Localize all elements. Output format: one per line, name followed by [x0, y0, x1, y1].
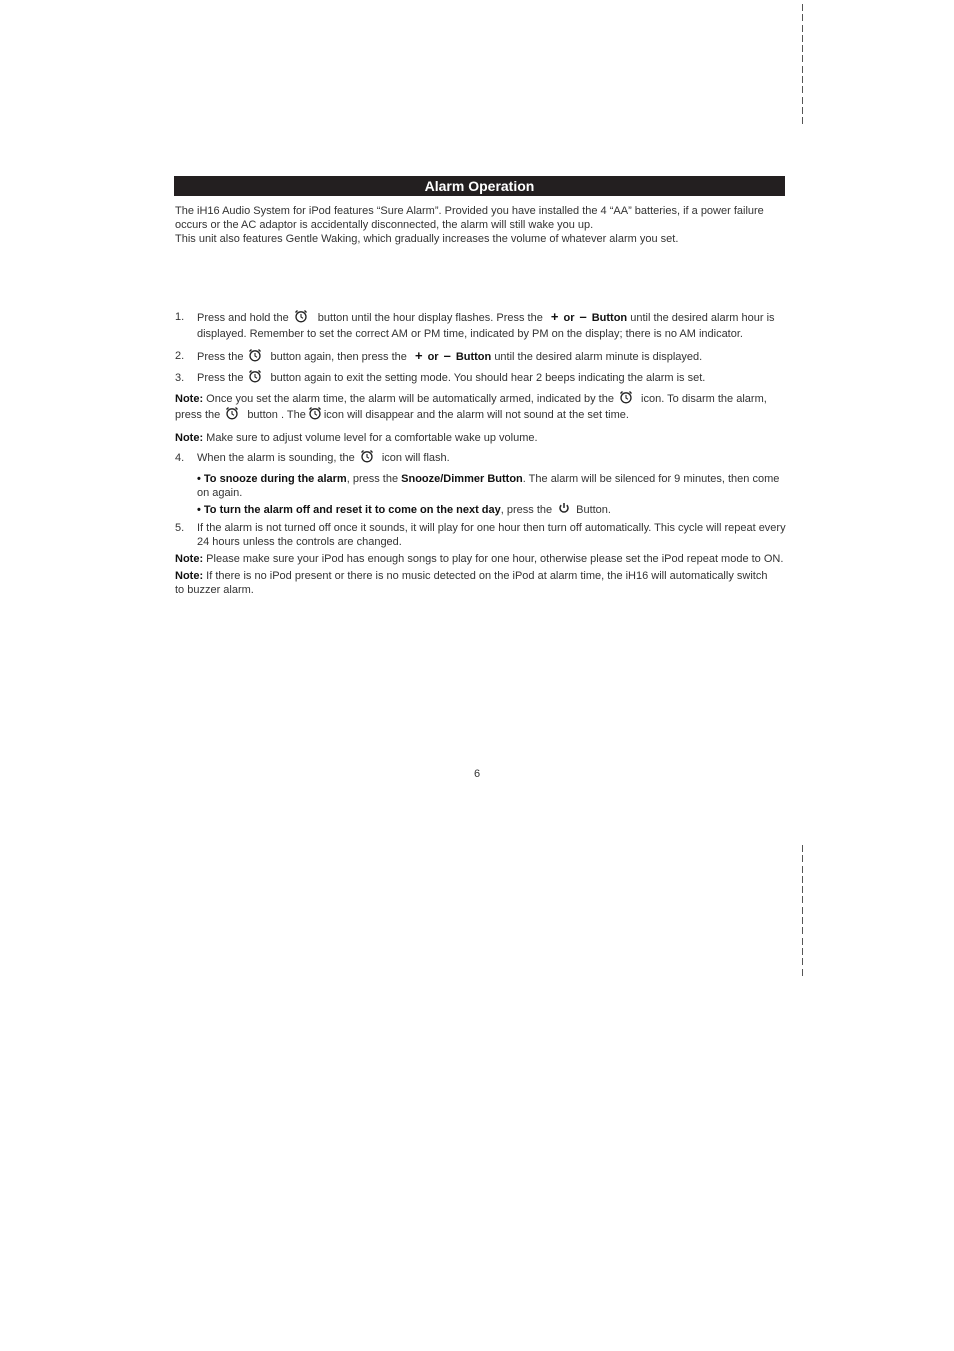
minus-symbol: –: [579, 309, 587, 324]
power-icon: [557, 501, 571, 515]
intro-line-3: This unit also features Gentle Waking, which gradually increases the volume of whatever alarm you set.: [175, 233, 679, 245]
note-label: Note:: [175, 570, 204, 582]
alarm-clock-icon: [248, 348, 262, 362]
plus-symbol: +: [414, 348, 423, 363]
step-4-number: 4.: [175, 452, 185, 464]
alarm-clock-icon: [619, 390, 633, 404]
note-4: Note: If there is no iPod present or there is no music detected on the iPod at alarm time, the iH16 will automatically switch to buzzer alarm.: [175, 570, 768, 596]
alarm-clock-icon: [360, 449, 374, 463]
intro-paragraph: [175, 204, 800, 246]
turn-off-bullet: • To turn the alarm off and reset it to come on the next day, press the Button.: [197, 503, 797, 517]
step-1-number: 1.: [175, 311, 185, 323]
step-4: When the alarm is sounding, the icon will flash.: [197, 451, 797, 465]
note-1: Note: Once you set the alarm time, the alarm will be automatically armed, indicated by the icon. To disarm the alarm, press the button . The icon will disappear and the alarm will not sound at the set time.: [175, 392, 800, 422]
snooze-bullet: • To snooze during the alarm, press the Snooze/Dimmer Button. The alarm will be silenced for 9 minutes, then come on again.: [197, 473, 780, 499]
crop-marks-bottom: [802, 845, 803, 979]
intro-line-1: The iH16 Audio System for iPod features “Sure Alarm”. Provided you have installed the 4 “AA” batteries, if a power failure: [175, 205, 764, 217]
page-number: 6: [473, 768, 481, 780]
minus-symbol: –: [443, 348, 451, 363]
note-label: Note:: [175, 432, 204, 444]
note-label: Note:: [175, 393, 204, 405]
crop-marks-top: [802, 4, 803, 128]
alarm-clock-icon: [308, 406, 322, 420]
alarm-clock-icon: [248, 369, 262, 383]
alarm-clock-icon: [225, 406, 239, 420]
step-5: If the alarm is not turned off once it sounds, it will play for one hour then turn off automatically. This cycle will repeat every 24 hours unless the controls are changed.: [197, 522, 786, 548]
note-3: Note: Please make sure your iPod has enough songs to play for one hour, otherwise please set the iPod repeat mode to ON.: [175, 553, 784, 565]
step-1: Press and hold the button until the hour display flashes. Press the + or – Button until the desired alarm hour is displayed. Remember to set the correct AM or PM time, indicated by PM on the display; there is no AM indicator.: [197, 309, 775, 341]
note-label: Note:: [175, 553, 204, 565]
intro-line-2: occurs or the AC adaptor is accidentally disconnected, the alarm will still wake you up.: [175, 219, 594, 231]
plus-symbol: +: [550, 309, 559, 324]
step-2: Press the button again, then press the + or – Button until the desired alarm minute is displayed.: [197, 348, 703, 363]
step-3: Press the button again to exit the setting mode. You should hear 2 beeps indicating the alarm is set.: [197, 371, 797, 385]
section-header: Alarm Operation: [174, 176, 785, 196]
step-5-number: 5.: [175, 522, 185, 534]
alarm-clock-icon: [294, 309, 308, 323]
step-3-number: 3.: [175, 372, 185, 384]
note-2: Note: Make sure to adjust volume level for a comfortable wake up volume.: [175, 432, 538, 444]
step-2-number: 2.: [175, 350, 185, 362]
